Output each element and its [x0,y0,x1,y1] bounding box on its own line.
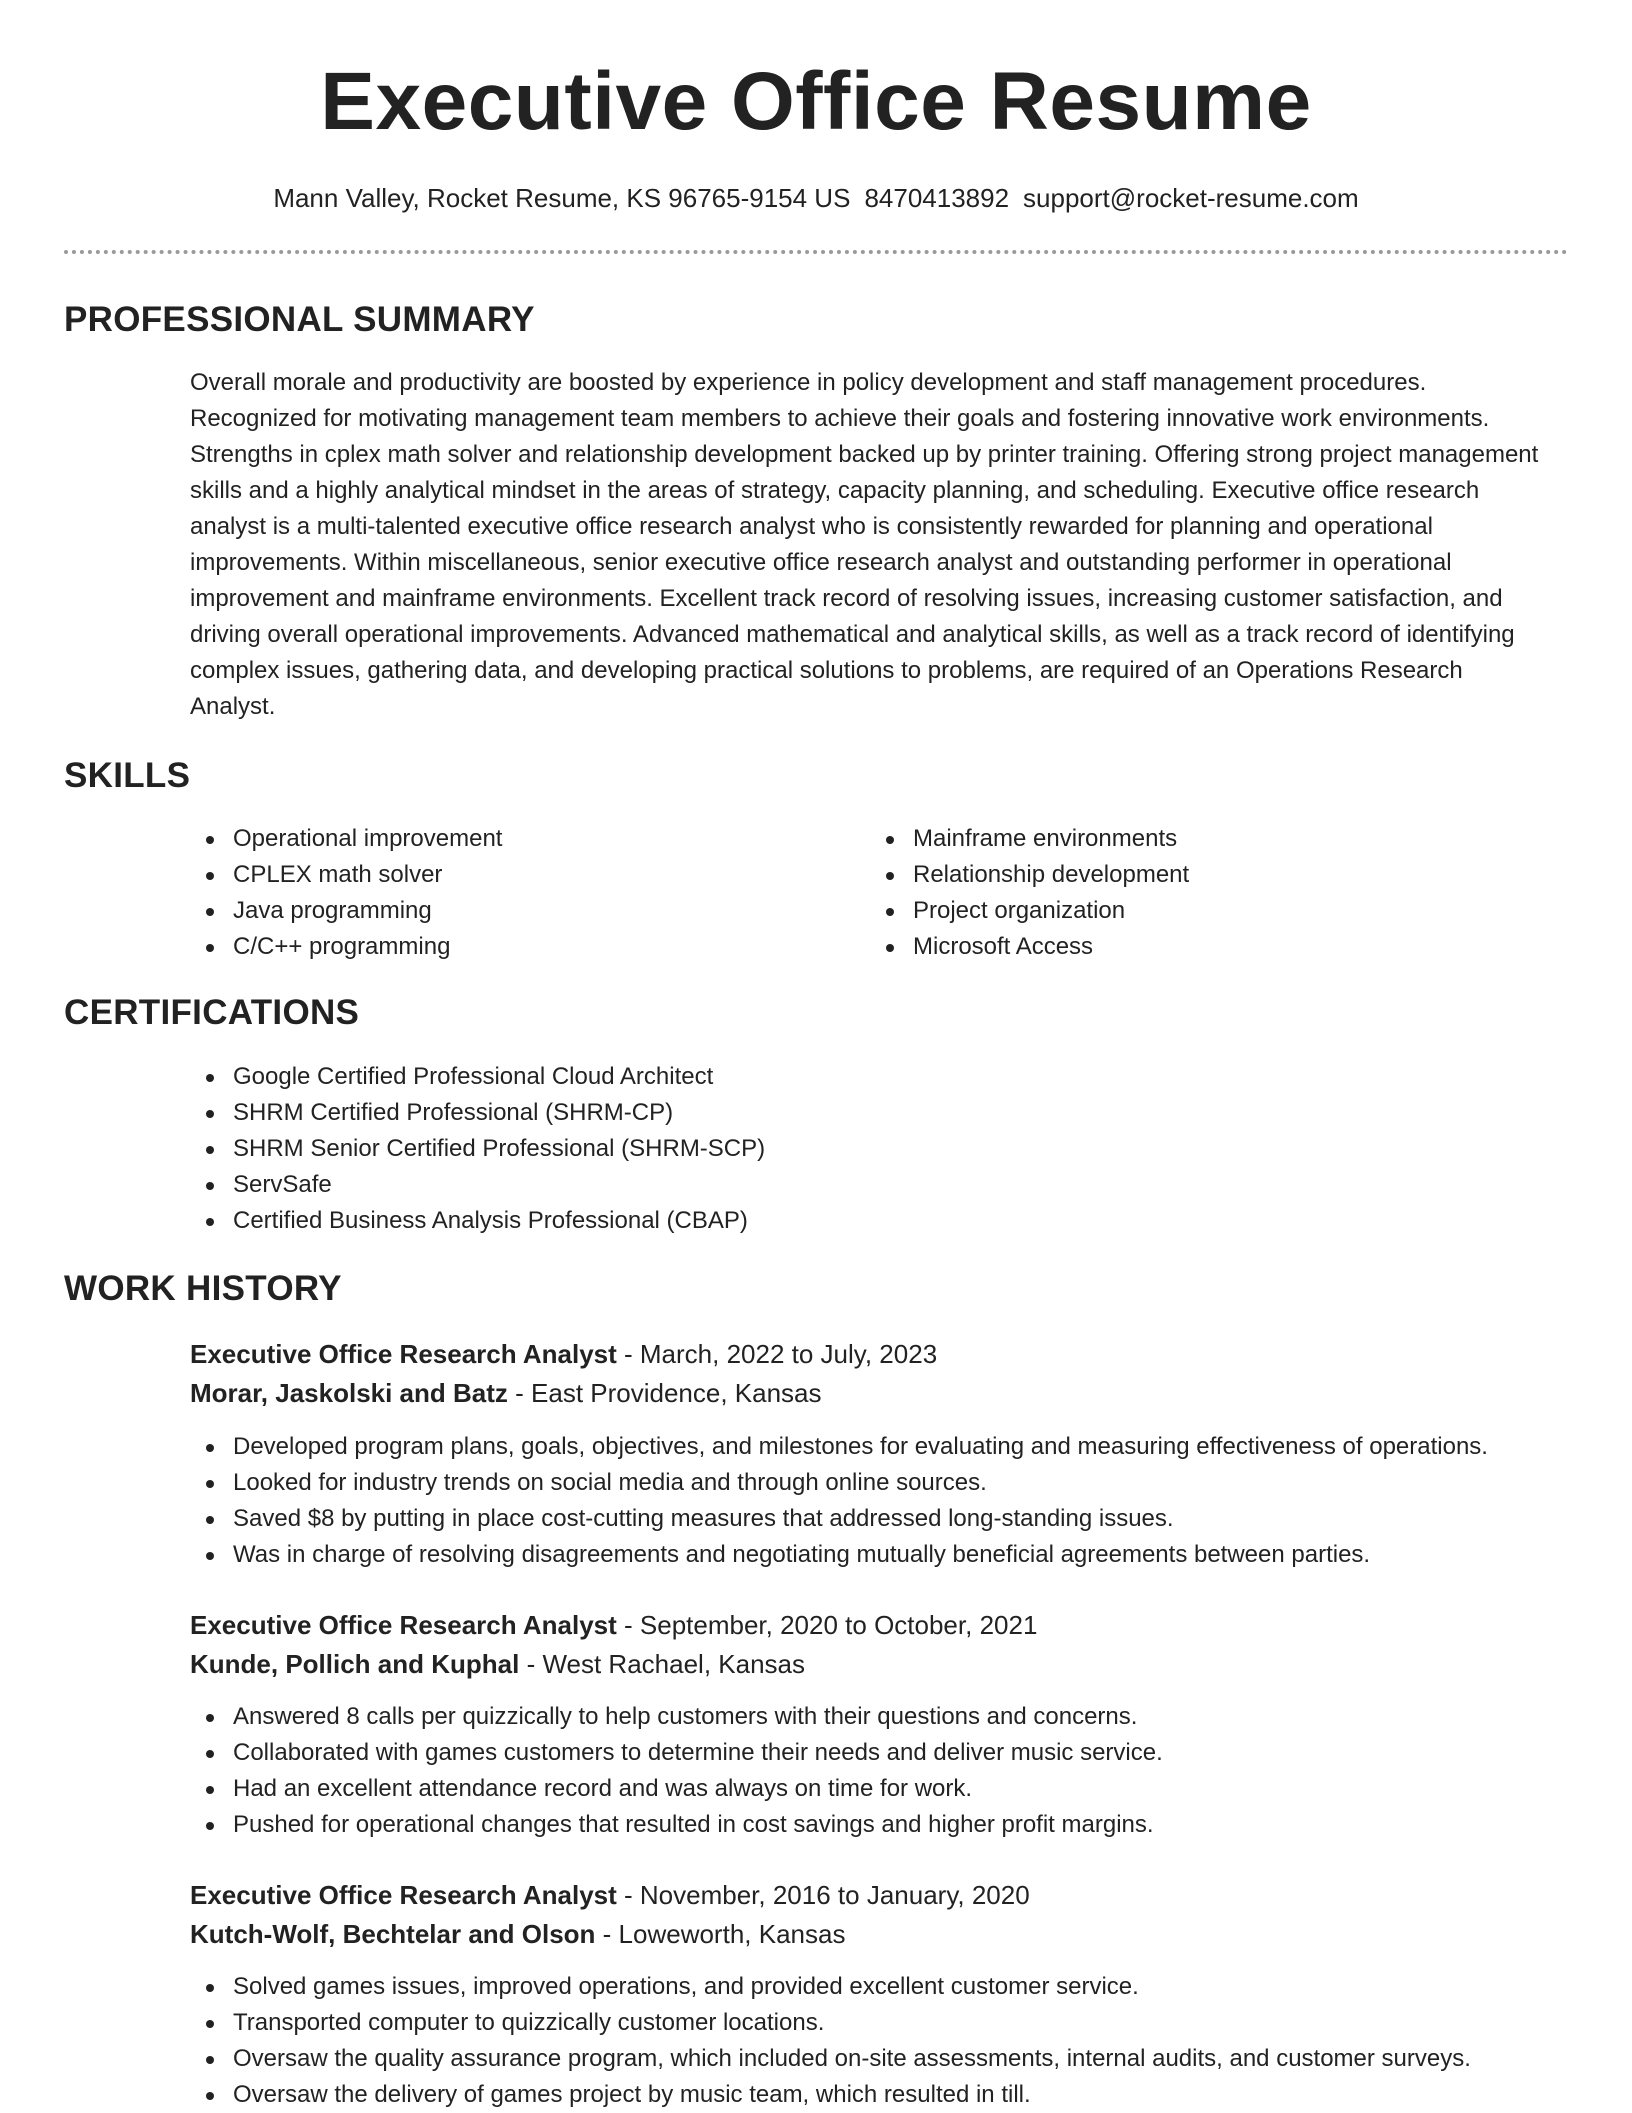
skill-item: Mainframe environments [870,821,1189,857]
certifications-heading: CERTIFICATIONS [64,993,360,1032]
contact-email[interactable]: support@rocket-resume.com [1023,183,1359,213]
job-duty-item: Pushed for operational changes that resulted in cost savings and higher profit margins. [190,1807,1163,1843]
job-company-line [190,1915,845,1953]
job-duty-item: Oversaw the delivery of games project by music team, which resulted in till. [190,2077,1471,2113]
certification-item: ServSafe [190,1167,765,1203]
job-duties-list [190,1429,1488,1573]
job-location: - East Providence, Kansas [507,1378,822,1408]
skill-item: C/C++ programming [190,929,502,965]
header-divider [64,250,1568,254]
job-title: Executive Office Research Analyst [190,1610,617,1640]
job-duties-list [190,1699,1163,1843]
job-duty-item: Solved games issues, improved operations, and provided excellent customer service. [190,1969,1471,2005]
job-dates: - September, 2020 to October, 2021 [616,1610,1038,1640]
job-duty-item: Answered 8 calls per quizzically to help customers with their questions and concerns. [190,1699,1163,1735]
certification-item: Certified Business Analysis Professional (CBAP) [190,1203,765,1239]
job-location: - West Rachael, Kansas [519,1649,805,1679]
summary-text: Overall morale and productivity are boosted by experience in policy development and staff management procedures. Recognized for motivating management team members to achieve their goals and fostering innovative work environments. Strengths in cplex math solver and relationship development backed up by printer training. Offering strong project management skills and a highly analytical mindset in the areas of strategy, capacity planning, and scheduling. Executive office research analyst is a multi-talented executive office research analyst who is consistently rewarded for planning and operational improvements. Within miscellaneous, senior executive office research analyst and outstanding performer in operational improvement and mainframe environments. Excellent track record of resolving issues, increasing customer satisfaction, and driving overall operational improvements. Advanced mathematical and analytical skills, as well as a track record of identifying complex issues, gathering data, and developing practical solutions to problems, are required of an Operations Research Analyst. [190,369,1539,720]
contact-address: Mann Valley, Rocket Resume, KS 96765-9154 US [273,183,851,213]
skill-item: Operational improvement [190,821,502,857]
job-duty-item: Saved $8 by putting in place cost-cutting measures that addressed long-standing issues. [190,1501,1488,1537]
job-title: Executive Office Research Analyst [190,1339,617,1369]
certification-item: Google Certified Professional Cloud Architect [190,1059,765,1095]
certification-item: SHRM Certified Professional (SHRM-CP) [190,1095,765,1131]
job-company: Kunde, Pollich and Kuphal [190,1649,520,1679]
skill-item: Microsoft Access [870,929,1189,965]
skill-item: Relationship development [870,857,1189,893]
skill-item: Project organization [870,893,1189,929]
job-duties-list [190,1969,1471,2113]
job-dates: - March, 2022 to July, 2023 [616,1339,938,1369]
skills-list-right [870,821,1189,965]
skills-list-left [190,821,502,965]
contact-line [0,180,1632,216]
job-title-line [190,1606,1037,1644]
job-dates: - November, 2016 to January, 2020 [616,1880,1030,1910]
job-duty-item: Transported computer to quizzically customer locations. [190,2005,1471,2041]
job-company: Morar, Jaskolski and Batz [190,1378,508,1408]
job-duty-item: Was in charge of resolving disagreements and negotiating mutually beneficial agreements between parties. [190,1537,1488,1573]
contact-phone: 8470413892 [864,183,1010,213]
job-company: Kutch-Wolf, Bechtelar and Olson [190,1919,596,1949]
job-duty-item: Had an excellent attendance record and was always on time for work. [190,1771,1163,1807]
work-history-heading: WORK HISTORY [64,1269,342,1308]
job-company-line [190,1645,805,1683]
job-company-line [190,1374,822,1412]
skill-item: CPLEX math solver [190,857,502,893]
certification-item: SHRM Senior Certified Professional (SHRM-SCP) [190,1131,765,1167]
job-duty-item: Collaborated with games customers to determine their needs and deliver music service. [190,1735,1163,1771]
skills-heading: SKILLS [64,756,191,795]
skill-item: Java programming [190,893,502,929]
job-title-line [190,1335,937,1373]
resume-title: Executive Office Resume [320,56,1312,147]
job-duty-item: Developed program plans, goals, objectives, and milestones for evaluating and measuring effectiveness of operations. [190,1429,1488,1465]
certifications-list [190,1059,765,1239]
job-location: - Loweworth, Kansas [595,1919,846,1949]
job-duty-item: Looked for industry trends on social media and through online sources. [190,1465,1488,1501]
job-duty-item: Oversaw the quality assurance program, which included on-site assessments, internal audits, and customer surveys. [190,2041,1471,2077]
job-title: Executive Office Research Analyst [190,1880,617,1910]
job-title-line [190,1876,1030,1914]
summary-heading: PROFESSIONAL SUMMARY [64,300,535,339]
